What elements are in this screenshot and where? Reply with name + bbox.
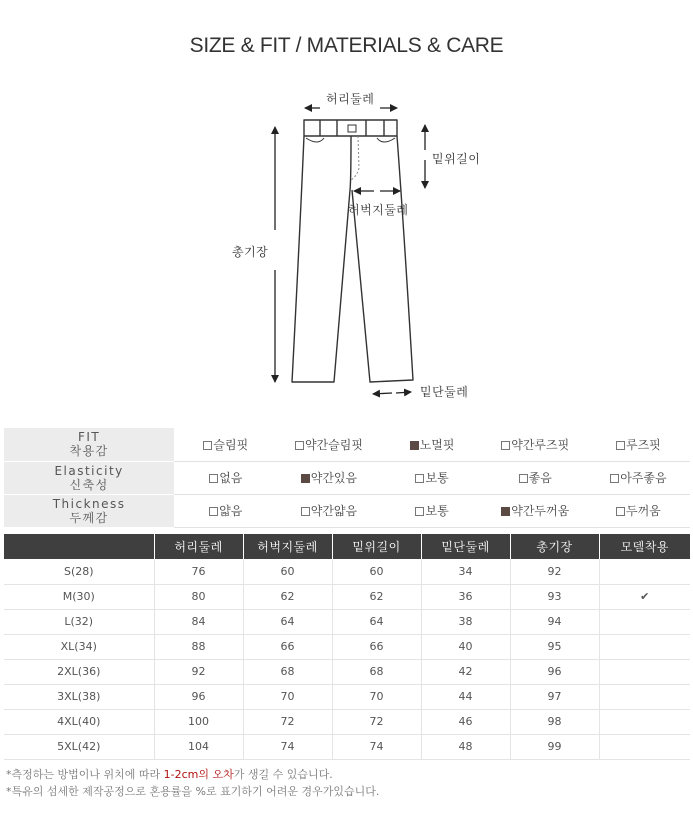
fit-option [381, 428, 484, 461]
measurement-cell: 80 [154, 584, 243, 609]
fit-option-label: 두꺼움 [626, 504, 661, 518]
size-name-cell: M(30) [4, 584, 154, 609]
fit-option-label: 약간얇음 [310, 504, 358, 518]
checked-box-icon [410, 441, 419, 450]
measurement-cell: 94 [510, 609, 599, 634]
size-name-cell: 5XL(42) [4, 734, 154, 759]
size-column-header: 모델착용 [599, 534, 690, 559]
measurement-cell: 60 [332, 559, 421, 584]
model-worn-cell: ✔ [599, 584, 690, 609]
measurement-notes [6, 766, 379, 800]
unchecked-box-icon [501, 441, 510, 450]
measurement-cell: 38 [421, 609, 510, 634]
fit-row-heading: Elasticity 신축성 [4, 461, 174, 494]
size-column-header: 밑단둘레 [421, 534, 510, 559]
measurement-cell: 95 [510, 634, 599, 659]
fit-option [587, 461, 690, 494]
fit-row-heading: Thickness 두께감 [4, 494, 174, 527]
measurement-cell: 97 [510, 684, 599, 709]
measurement-cell: 46 [421, 709, 510, 734]
measurement-cell: 99 [510, 734, 599, 759]
fit-option-label: 보통 [425, 471, 449, 485]
measurement-cell: 66 [332, 634, 421, 659]
table-row [4, 609, 690, 634]
size-chart-table [4, 534, 690, 760]
measurement-cell: 72 [332, 709, 421, 734]
table-row [4, 734, 690, 759]
fit-option [174, 428, 277, 461]
fit-option [484, 428, 587, 461]
size-name-cell: XL(34) [4, 634, 154, 659]
measurement-cell: 70 [332, 684, 421, 709]
table-row [4, 684, 690, 709]
measurement-cell: 72 [243, 709, 332, 734]
fit-row-heading: FIT 착용감 [4, 428, 174, 461]
size-column-header: 총기장 [510, 534, 599, 559]
measurement-cell: 42 [421, 659, 510, 684]
unchecked-box-icon [295, 441, 304, 450]
size-name-cell: S(28) [4, 559, 154, 584]
pants-illustration [0, 80, 693, 410]
unchecked-box-icon [209, 507, 218, 516]
measurement-cell: 98 [510, 709, 599, 734]
table-row [4, 634, 690, 659]
measurement-cell: 48 [421, 734, 510, 759]
measurement-cell: 66 [243, 634, 332, 659]
measurement-cell: 64 [332, 609, 421, 634]
fit-row [4, 461, 690, 494]
fit-option-label: 약간루즈핏 [511, 437, 570, 452]
measurement-cell: 34 [421, 559, 510, 584]
unchecked-box-icon [519, 474, 528, 483]
measurement-cell: 44 [421, 684, 510, 709]
fit-option-label: 약간슬림핏 [304, 437, 363, 452]
fit-option [381, 461, 484, 494]
measurement-cell: 92 [510, 559, 599, 584]
table-row [4, 559, 690, 584]
fit-option [174, 494, 277, 527]
model-worn-cell [599, 709, 690, 734]
measurement-cell: 62 [243, 584, 332, 609]
fit-option-label: 아주좋음 [620, 471, 667, 485]
table-row [4, 584, 690, 609]
measurement-cell: 74 [243, 734, 332, 759]
measurement-cell: 64 [243, 609, 332, 634]
page-title: SIZE & FIT / MATERIALS & CARE [189, 34, 504, 57]
measurement-cell: 96 [154, 684, 243, 709]
fit-option-label: 얇음 [219, 504, 243, 518]
model-worn-cell [599, 609, 690, 634]
model-worn-cell [599, 659, 690, 684]
measurement-cell: 68 [332, 659, 421, 684]
unchecked-box-icon [415, 507, 424, 516]
fit-option [277, 461, 380, 494]
fit-option [484, 494, 587, 527]
unchecked-box-icon [616, 507, 625, 516]
measurement-cell: 93 [510, 584, 599, 609]
checked-box-icon [301, 474, 310, 483]
size-name-cell: L(32) [4, 609, 154, 634]
pants-size-diagram [0, 80, 693, 410]
fit-option [174, 461, 277, 494]
unchecked-box-icon [616, 441, 625, 450]
model-worn-cell [599, 559, 690, 584]
measurement-cell: 100 [154, 709, 243, 734]
note-error-margin: *측정하는 방법이나 위치에 따라 1-2cm의 오차가 생길 수 있습니다. [6, 768, 333, 781]
unchecked-box-icon [415, 474, 424, 483]
measurement-cell: 40 [421, 634, 510, 659]
measurement-cell: 84 [154, 609, 243, 634]
size-name-cell: 2XL(36) [4, 659, 154, 684]
measurement-cell: 88 [154, 634, 243, 659]
model-worn-cell [599, 734, 690, 759]
checked-box-icon [501, 507, 510, 516]
rise-label: 밑위길이 [432, 152, 481, 166]
fit-option [587, 428, 690, 461]
unchecked-box-icon [209, 474, 218, 483]
model-worn-cell [599, 634, 690, 659]
fit-option-label: 슬림핏 [213, 437, 249, 452]
hem-label: 밑단둘레 [420, 385, 469, 399]
fit-option [484, 461, 587, 494]
fit-option [587, 494, 690, 527]
fit-attributes-table [4, 428, 690, 528]
fit-option-label: 노멀핏 [419, 437, 455, 452]
fit-option-label: 약간두꺼움 [511, 504, 570, 518]
note-composition: *특유의 섬세한 제작공정으로 혼용률을 %로 표기하기 어려운 경우가있습니다. [6, 785, 380, 798]
size-column-header: 밑위길이 [332, 534, 421, 559]
size-column-header: 허벅지둘레 [243, 534, 332, 559]
fit-row [4, 428, 690, 461]
size-column-header: 허리둘레 [154, 534, 243, 559]
thigh-label: 허벅지둘레 [348, 203, 409, 217]
model-worn-cell [599, 684, 690, 709]
measurement-cell: 92 [154, 659, 243, 684]
fit-option [277, 494, 380, 527]
measurement-cell: 70 [243, 684, 332, 709]
measurement-cell: 96 [510, 659, 599, 684]
size-column-header [4, 534, 154, 559]
fit-option-label: 보통 [425, 504, 449, 518]
fit-option-label: 약간있음 [310, 471, 358, 485]
fit-option-label: 없음 [219, 471, 243, 485]
measurement-cell: 36 [421, 584, 510, 609]
table-row [4, 709, 690, 734]
unchecked-box-icon [203, 441, 212, 450]
fit-option [277, 428, 380, 461]
table-row [4, 659, 690, 684]
size-name-cell: 4XL(40) [4, 709, 154, 734]
waist-label: 허리둘레 [326, 92, 375, 106]
unchecked-box-icon [301, 507, 310, 516]
unchecked-box-icon [610, 474, 619, 483]
fit-option-label: 좋음 [528, 471, 552, 485]
fit-row [4, 494, 690, 527]
fit-option-label: 루즈핏 [626, 437, 661, 452]
measurement-cell: 60 [243, 559, 332, 584]
size-name-cell: 3XL(38) [4, 684, 154, 709]
measurement-cell: 68 [243, 659, 332, 684]
measurement-cell: 62 [332, 584, 421, 609]
fit-option [381, 494, 484, 527]
measurement-cell: 76 [154, 559, 243, 584]
total-length-label: 총기장 [232, 245, 269, 259]
measurement-cell: 74 [332, 734, 421, 759]
measurement-cell: 104 [154, 734, 243, 759]
